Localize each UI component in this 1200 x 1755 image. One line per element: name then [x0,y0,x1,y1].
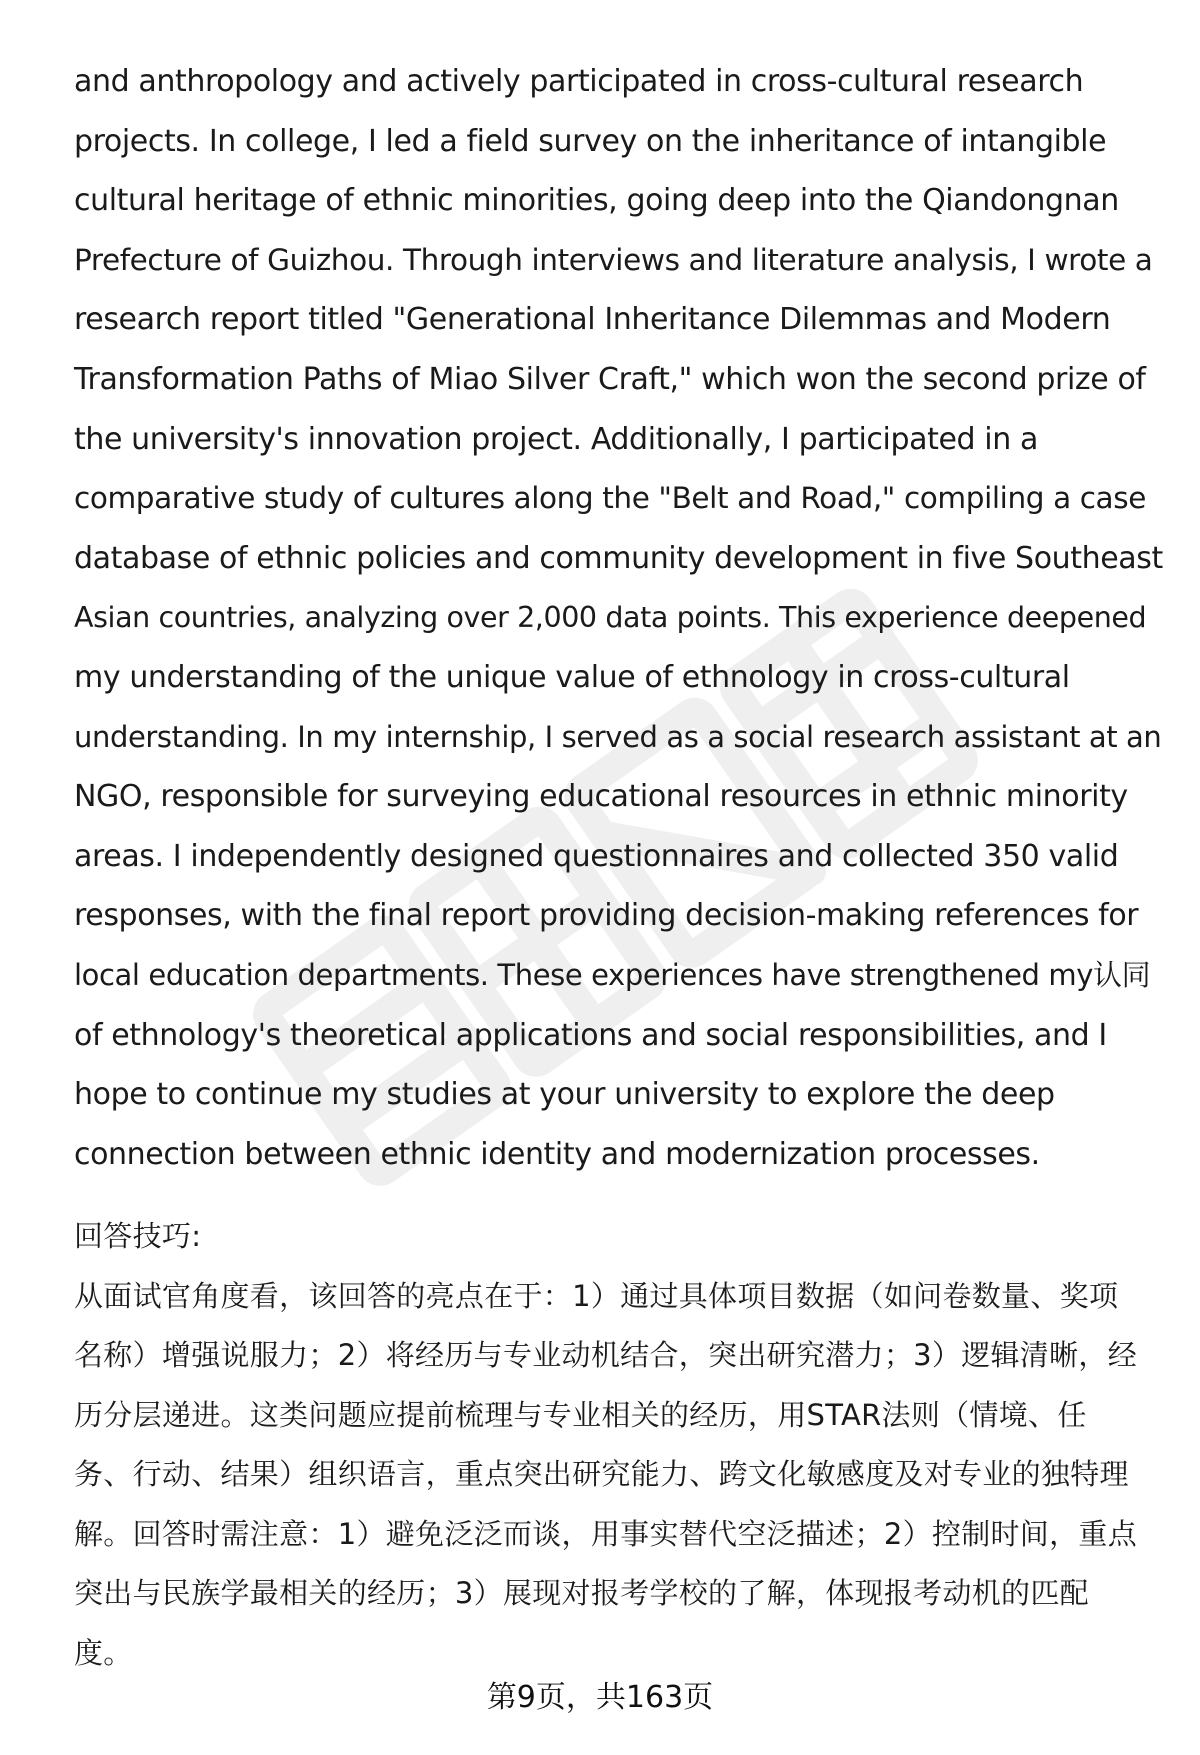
answer-line: Prefecture of Guizhou. Through interviews and literature analysis, I wrote a [74,242,1153,277]
answer-line: cultural heritage of ethnic minorities, going deep into the Qiandongnan [74,183,1119,219]
page-number-footer: 第9页，共163页 [486,1680,714,1715]
tips-line: 从面试官角度看，该回答的亮点在于：1）通过具体项目数据（如问卷数量、奖项 [74,1278,1119,1313]
answer-line: and anthropology and actively participated in cross-cultural research [74,64,1084,99]
answer-line: database of ethnic policies and community development in five Southeast [74,540,1163,576]
tips-line: 名称）增强说服力；2）将经历与专业动机结合，突出研究潜力；3）逻辑清晰，经 [74,1338,1138,1372]
answer-line: Transformation Paths of Miao Silver Craft," which won the second prize of [74,361,1146,397]
answer-line: NGO, responsible for surveying educational resources in ethnic minority [74,779,1128,815]
answer-line: projects. In college, I led a field survey on the inheritance of intangible [74,123,1107,159]
answer-line: areas. I independently designed questionnaires and collected 350 valid [74,838,1119,874]
answer-line: the university's innovation project. Additionally, I participated in a [74,421,1038,457]
answer-line: of ethnology's theoretical applications and social responsibilities, and I [74,1017,1107,1053]
answer-line: understanding. In my internship, I served as a social research assistant at an [74,719,1162,754]
answer-line: hope to continue my studies at your university to explore the deep [74,1077,1055,1113]
answer-line: comparative study of cultures along the "Belt and Road," compiling a case [74,481,1146,516]
tips-line: 突出与民族学最相关的经历；3）展现对报考学校的了解，体现报考动机的匹配 [74,1576,1089,1610]
answer-tips-section [74,1207,1164,1683]
answer-line: connection between ethnic identity and modernization processes. [74,1136,1040,1172]
answer-line: Asian countries, analyzing over 2,000 data points. This experience deepened [74,601,1147,635]
tips-line: 度。 [74,1635,133,1670]
answer-line: local education departments. These experiences have strengthened my认同 [74,957,1151,992]
answer-paragraph [74,52,1164,1184]
tips-line: 历分层递进。这类问题应提前梳理与专业相关的经历，用STAR法则（情境、任 [74,1397,1087,1432]
answer-line: research report titled "Generational Inheritance Dilemmas and Modern [74,302,1111,338]
tips-line: 务、行动、结果）组织语言，重点突出研究能力、跨文化敏感度及对专业的独特理 [74,1457,1129,1491]
answer-line: my understanding of the unique value of ethnology in cross-cultural [74,659,1070,695]
tips-heading: 回答技巧: [74,1219,202,1253]
tips-line: 解。回答时需注意：1）避免泛泛而谈，用事实替代空泛描述；2）控制时间，重点 [74,1516,1138,1551]
answer-line: responses, with the final report providing decision-making references for [74,898,1139,934]
